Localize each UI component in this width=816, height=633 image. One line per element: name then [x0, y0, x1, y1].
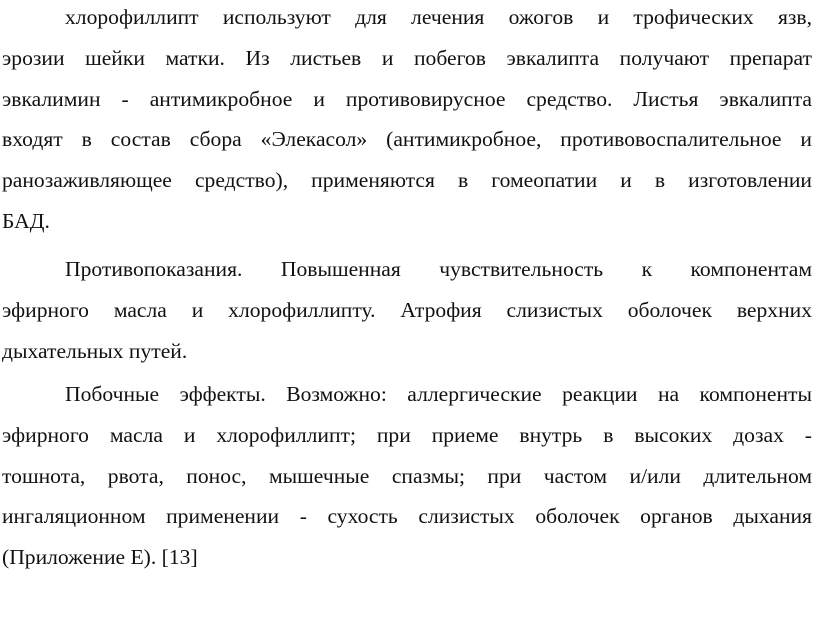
- paragraph-contraindications: [2, 249, 814, 371]
- text-line: эфирного масла и хлорофиллипт; при приеме внутрь в высоких дозах -: [2, 422, 812, 447]
- text-line: тошнота, рвота, понос, мышечные спазмы; при частом и/или длительном: [2, 463, 812, 488]
- text-line: БАД.: [2, 208, 50, 233]
- text-line: входят в состав сбора «Элекасол» (антимикробное, противовоспалительное и: [2, 127, 812, 152]
- text-line: эфирного масла и хлорофиллипту. Атрофия слизистых оболочек верхних: [2, 297, 812, 322]
- text-line: ингаляционном применении - сухость слизистых оболочек органов дыхания: [2, 504, 812, 529]
- text-line: ранозаживляющее средство), применяются в гомеопатии и в изготовлении: [2, 168, 812, 193]
- text-line: (Приложение Е). [13]: [2, 545, 198, 570]
- text-line: дыхательных путей.: [2, 338, 188, 363]
- text-line: эрозии шейки матки. Из листьев и побегов эвкалипта получают препарат: [2, 45, 812, 70]
- text-line: Побочные эффекты. Возможно: аллергические реакции на компоненты: [65, 382, 812, 406]
- paragraph-usage: [2, 0, 814, 242]
- paragraph-side-effects: [2, 374, 814, 578]
- text-line: хлорофиллипт используют для лечения ожогов и трофических язв,: [65, 5, 812, 29]
- text-line: Противопоказания. Повышенная чувствительность к компонентам: [65, 257, 812, 281]
- text-line: эвкалимин - антимикробное и противовирусное средство. Листья эвкалипта: [2, 86, 812, 111]
